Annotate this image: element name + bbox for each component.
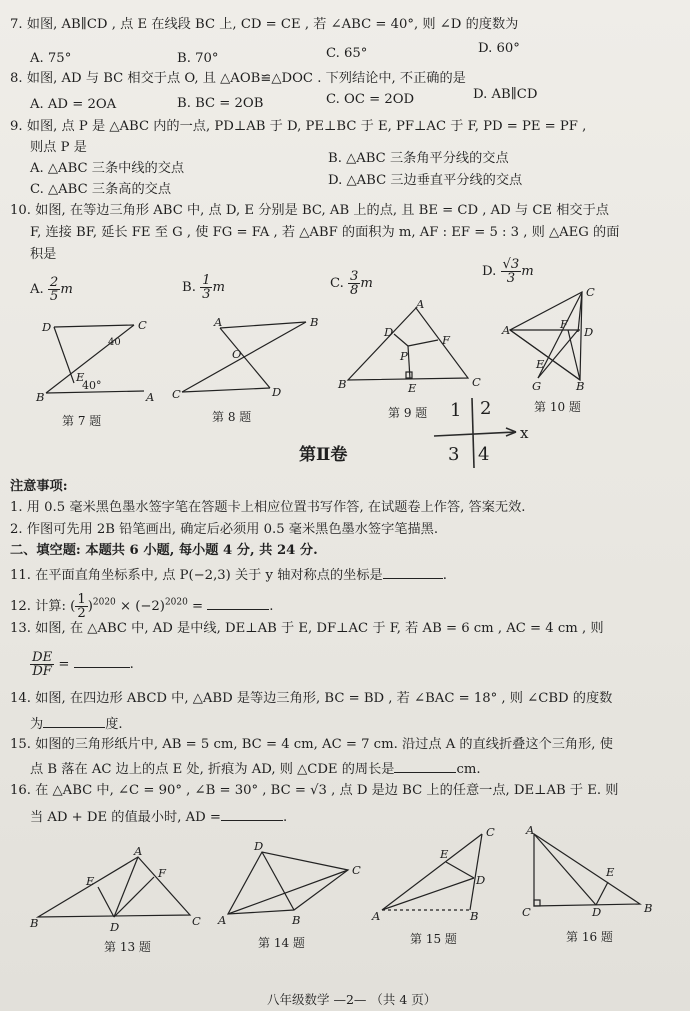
figure-7-caption: 第 7 题 [62, 414, 102, 428]
q15-answer-blank[interactable] [394, 758, 456, 773]
q14-stem: 14. 如图, 在四边形 ABCD 中, △ABD 是等边三角形, BC = BD , 若 ∠BAC = 18° , 则 ∠CBD 的度数 [10, 691, 613, 706]
f13-label-b: B [30, 916, 39, 930]
f9-label-b: B [338, 377, 347, 391]
f7-handwritten-angle: 40° [82, 379, 102, 392]
hw-quadrant-2: 1 [450, 400, 462, 421]
f9-label-f: F [442, 333, 450, 347]
section-2-heading: 二、填空题: 本题共 6 小题, 每小题 4 分, 共 24 分. [10, 543, 318, 558]
q8-option-a: A. AD = 2OA [30, 97, 117, 112]
figure-16 [520, 823, 660, 919]
f8-label-o: O [232, 347, 242, 361]
f14-label-b: B [292, 913, 301, 927]
f15-label-d: D [476, 873, 486, 887]
f13-label-e: E [86, 874, 95, 888]
q12: 12. 计算: ( $\frac{1}{2}$ )$^{2020} \times (-2)^{2020}$ = . [10, 592, 274, 621]
f16-label-d: D [592, 905, 602, 919]
q7-stem: 7. 如图, AB∥CD , 点 E 在线段 BC 上, CD = CE , 若 ∠ABC = 40°, 则 ∠D 的度数为 [10, 17, 519, 32]
q11-answer-blank[interactable] [383, 564, 443, 579]
q15-stem: 15. 如图的三角形纸片中, AB = 5 cm, BC = 4 cm, AC = 7 cm. 沿过点 A 的直线折叠这个三角形, 使 [10, 737, 613, 752]
f13-label-c: C [192, 914, 201, 928]
figure-9-caption: 第 9 题 [388, 406, 428, 420]
f9-label-e: E [408, 381, 417, 395]
f10-label-e: E [536, 357, 545, 371]
f8-label-b: B [310, 315, 319, 329]
f16-label-a: A [526, 823, 535, 837]
q7-option-d: D. 60° [478, 41, 520, 56]
q13-fraction-line: $\frac{DE}{DF}$ = . [32, 650, 134, 679]
f15-label-a: A [372, 909, 381, 923]
q9-stem: 9. 如图, 点 P 是 △ABC 内的一点, PD⊥AB 于 D, PE⊥BC 于 E, PF⊥AC 于 F, PD = PE = PF , [10, 119, 587, 134]
figure-8-caption: 第 8 题 [212, 410, 252, 424]
f14-label-a: A [218, 913, 227, 927]
f15-label-b: B [470, 909, 479, 923]
q8-option-c: C. OC = 2OD [326, 92, 415, 107]
q10-option-d: D. $\frac{√3}{3}$ m [482, 257, 534, 286]
f13-label-a: A [134, 844, 143, 858]
f7-label-b: B [36, 390, 45, 404]
f15-label-e: E [440, 847, 449, 861]
f15-label-c: C [486, 825, 495, 839]
hw-axis-x: x [520, 424, 529, 442]
f10-label-b: B [576, 379, 585, 393]
q10-stem-end: 积是 [30, 247, 57, 262]
f9-label-c: C [472, 375, 481, 389]
q16-answer-line: 当 AD + DE 的值最小时, AD = . [30, 806, 287, 827]
q7-option-a: A. 75° [30, 51, 72, 66]
handwritten-quadrant-sketch [432, 396, 542, 476]
figure-14 [218, 840, 368, 930]
f10-label-f: F [560, 317, 568, 331]
f8-label-a: A [214, 315, 223, 329]
note-2: 2. 作图可先用 2B 铅笔画出, 确定后必须用 0.5 毫米黑色墨水签字笔描黑. [10, 522, 439, 537]
figure-8 [170, 312, 330, 402]
note-1: 1. 用 0.5 毫米黑色墨水签字笔在答题卡上相应位置书写作答, 在试题卷上作答, 答案无效. [10, 500, 526, 515]
f7-label-e: E [76, 370, 85, 384]
q9-stem-cont: 则点 P 是 [30, 140, 87, 155]
q9-option-b: B. △ABC 三条角平分线的交点 [328, 151, 509, 166]
hw-quadrant-1: 2 [480, 398, 492, 419]
f7-label-a: A [146, 390, 155, 404]
page-footer: 八年级数学 —2— （共 4 页） [267, 992, 437, 1007]
hw-quadrant-4: 4 [478, 444, 490, 465]
q7-option-b: B. 70° [177, 51, 219, 66]
f7-handwritten-mark: 40 [108, 337, 121, 348]
figure-15-caption: 第 15 题 [410, 932, 457, 946]
f10-label-d: D [584, 325, 594, 339]
q8-stem: 8. 如图, AD 与 BC 相交于点 O, 且 △AOB≌△DOC . 下列结论中, 不正确的是 [10, 71, 466, 86]
f16-label-b: B [644, 901, 653, 915]
figure-10-caption: 第 10 题 [534, 400, 581, 414]
f13-label-f: F [158, 866, 166, 880]
notes-heading: 注意事项: [10, 479, 68, 494]
figure-10 [502, 286, 612, 396]
f7-label-c: C [138, 318, 147, 332]
f8-label-d: D [272, 385, 282, 399]
part-2-title: 第Ⅱ卷 [299, 445, 348, 465]
figure-7 [34, 315, 174, 405]
q14-answer-line: 为 度. [30, 713, 123, 734]
q12-answer-blank[interactable] [207, 595, 269, 610]
f9-label-a: A [416, 297, 425, 311]
f16-label-c: C [522, 905, 531, 919]
figure-13 [30, 845, 210, 935]
f8-label-c: C [172, 387, 181, 401]
f13-label-d: D [110, 920, 120, 934]
q16-stem: 16. 在 △ABC 中, ∠C = 90° , ∠B = 30° , BC = √3 , 点 D 是边 BC 上的任意一点, DE⊥AB 于 E. 则 [10, 783, 619, 798]
f9-label-d: D [384, 325, 394, 339]
q11: 11. 在平面直角坐标系中, 点 P(−2,3) 关于 y 轴对称点的坐标是 . [10, 564, 447, 585]
q10-option-c: C. $\frac{3}{8}$ m [330, 269, 373, 298]
q7-option-c: C. 65° [326, 46, 368, 61]
f9-label-p: P [400, 349, 408, 363]
figure-13-caption: 第 13 题 [104, 940, 151, 954]
q16-answer-blank[interactable] [221, 806, 283, 821]
q9-option-a: A. △ABC 三条中线的交点 [30, 161, 185, 176]
q9-option-c: C. △ABC 三条高的交点 [30, 182, 172, 197]
figure-16-caption: 第 16 题 [566, 930, 613, 944]
q13-answer-blank[interactable] [74, 653, 130, 668]
figure-15 [372, 822, 512, 922]
f10-label-g: G [532, 379, 542, 393]
q8-option-d: D. AB∥CD [473, 87, 538, 102]
q15-answer-line: 点 B 落在 AC 边上的点 E 处, 折痕为 AD, 则 △CDE 的周长是 cm. [30, 758, 481, 779]
q10-stem-cont: F, 连接 BF, 延长 FE 至 G , 使 FG = FA , 若 △ABF 的面积为 m, AF : EF = 5 : 3 , 则 △AEG 的面 [30, 225, 620, 240]
q13-stem: 13. 如图, 在 △ABC 中, AD 是中线, DE⊥AB 于 E, DF⊥AC 于 F, 若 AB = 6 cm , AC = 4 cm , 则 [10, 621, 604, 636]
q10-stem: 10. 如图, 在等边三角形 ABC 中, 点 D, E 分别是 BC, AB 上的点, 且 BE = CD , AD 与 CE 相交于点 [10, 203, 609, 218]
q8-option-b: B. BC = 2OB [177, 96, 264, 111]
f14-label-c: C [352, 863, 361, 877]
hw-quadrant-3: 3 [448, 444, 460, 465]
q10-option-a: A. $\frac{2}{5}$ m [30, 275, 73, 304]
figure-14-caption: 第 14 题 [258, 936, 305, 950]
f10-label-a: A [502, 323, 511, 337]
f16-label-e: E [606, 865, 615, 879]
f10-label-c: C [586, 285, 595, 299]
q14-answer-blank[interactable] [43, 713, 105, 728]
q10-option-b: B. $\frac{1}{3}$ m [182, 273, 225, 302]
f7-label-d: D [42, 320, 52, 334]
q9-option-d: D. △ABC 三边垂直平分线的交点 [328, 173, 523, 188]
figure-9 [336, 297, 486, 395]
f14-label-d: D [254, 839, 264, 853]
